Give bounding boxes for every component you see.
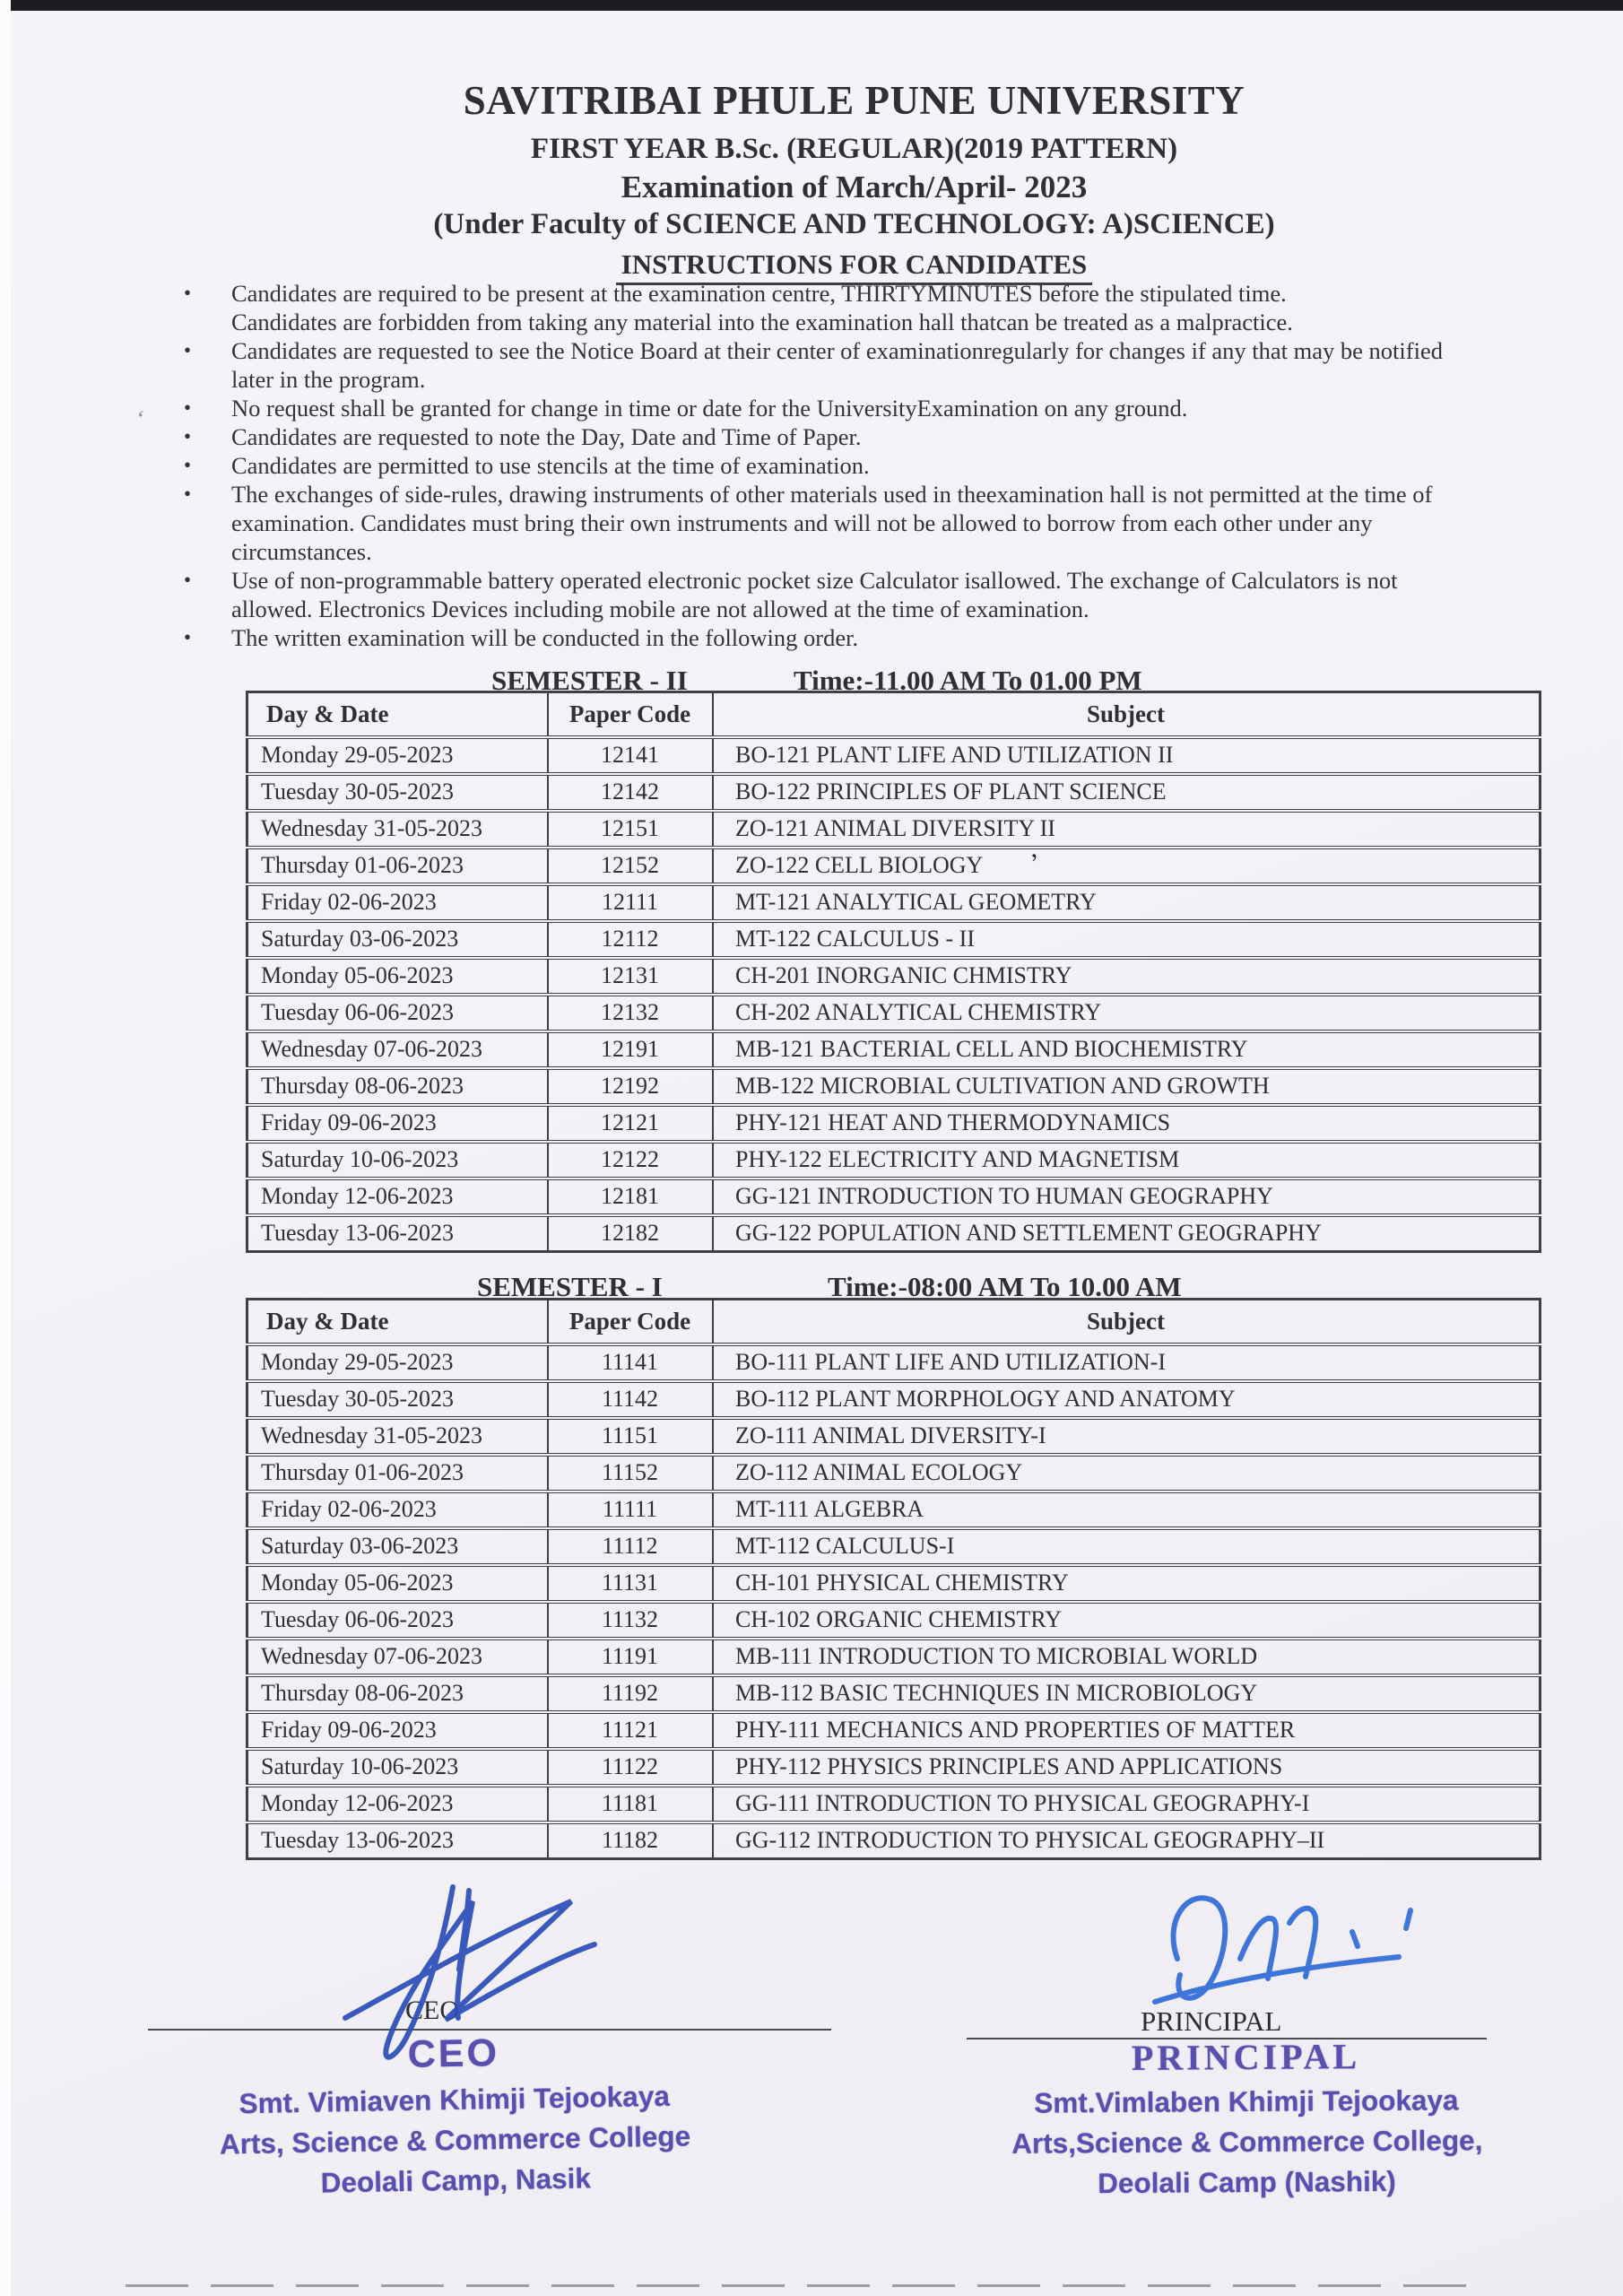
paper-code-cell: 11152 (548, 1455, 713, 1492)
table-row (247, 1215, 1541, 1252)
principal-stamp-name: Smt.Vimlaben Khimji Tejookaya (1034, 2083, 1459, 2119)
paper-code-cell: 12182 (548, 1215, 713, 1252)
margin-scan-mark: ‘ (135, 404, 146, 432)
day-date-cell: Thursday 08-06-2023 (247, 1068, 549, 1105)
semester2-time: Time:-11.00 AM To 01.00 PM (794, 665, 1142, 696)
instruction-text: The exchanges of side-rules, drawing instruments of other materials used in theexamination hall is not permitted at the time of examination. Candidates must bring their own instruments and will not be allowed to borrow from each other under any circumstances. (231, 481, 1433, 565)
paper-code-cell: 11111 (548, 1492, 713, 1528)
subject-cell: MT-111 ALGEBRA (713, 1492, 1541, 1528)
ceo-signature-ink (318, 1882, 623, 2070)
table-row (247, 1602, 1541, 1639)
table-row (247, 1822, 1541, 1859)
day-date-cell: Monday 05-06-2023 (247, 958, 549, 995)
paper-code-cell: 11121 (548, 1712, 713, 1749)
day-date-cell: Saturday 10-06-2023 (247, 1142, 549, 1178)
table-row (247, 921, 1541, 958)
day-date-cell: Tuesday 13-06-2023 (247, 1822, 549, 1859)
bullet-marker: • (184, 483, 192, 505)
instruction-item (184, 623, 1475, 652)
paper-code-cell: 11182 (548, 1822, 713, 1859)
instruction-text: Candidates are permitted to use stencils at the time of examination. (231, 452, 870, 479)
day-date-cell: Monday 12-06-2023 (247, 1786, 549, 1822)
paper-code-cell: 12132 (548, 995, 713, 1031)
semester2-title: SEMESTER - II (491, 665, 688, 696)
subject-cell: BO-111 PLANT LIFE AND UTILIZATION-I (713, 1344, 1541, 1381)
paper-code-cell: 11191 (548, 1639, 713, 1675)
subject-cell: GG-122 POPULATION AND SETTLEMENT GEOGRAPHY (713, 1215, 1541, 1252)
faculty-title: (Under Faculty of SCIENCE AND TECHNOLOGY: A)SCIENCE) (433, 208, 1275, 240)
bullet-marker: • (184, 396, 192, 419)
principal-signature-ink (1137, 1880, 1424, 2032)
day-date-cell: Friday 09-06-2023 (247, 1712, 549, 1749)
exam-session-title: Examination of March/April- 2023 (621, 170, 1088, 204)
bullet-marker: • (184, 339, 192, 361)
scan-edge-top (0, 0, 1623, 11)
semester1-table (246, 1298, 1541, 1860)
subject-cell: ZO-112 ANIMAL ECOLOGY (713, 1455, 1541, 1492)
instruction-text: The written examination will be conducted in the following order. (231, 624, 859, 651)
day-date-cell: Wednesday 07-06-2023 (247, 1639, 549, 1675)
instruction-item (184, 451, 1475, 480)
instruction-text: Candidates are forbidden from taking any material into the examination hall thatcan be treated as a malpractice. (231, 309, 1293, 335)
column-header: Paper Code (548, 692, 713, 737)
paper-code-cell: 11151 (548, 1418, 713, 1455)
scan-edge-left (0, 0, 11, 2296)
instruction-text: Candidates are requested to see the Notice Board at their center of examinationregularly for changes if any that may be notified later in the program. (231, 337, 1443, 393)
bullet-marker (184, 308, 231, 336)
instruction-text: Candidates are required to be present at the examination centre, THIRTYMINUTES before the stipulated time. (231, 280, 1287, 307)
table-row (247, 1455, 1541, 1492)
subject-cell: ZO-121 ANIMAL DIVERSITY II (713, 811, 1541, 848)
table-row (247, 1786, 1541, 1822)
header-row (247, 1300, 1541, 1344)
subject-cell: CH-102 ORGANIC CHEMISTRY (713, 1602, 1541, 1639)
subject-cell: MT-122 CALCULUS - II (713, 921, 1541, 958)
paper-code-cell: 12111 (548, 884, 713, 921)
paper-code-cell: 11132 (548, 1602, 713, 1639)
instruction-item (184, 566, 1475, 623)
day-date-cell: Wednesday 31-05-2023 (247, 811, 549, 848)
column-header: Day & Date (247, 692, 549, 737)
instructions-heading (85, 248, 1623, 281)
paper-code-cell: 12112 (548, 921, 713, 958)
stray-pen-mark: ’ (1028, 848, 1044, 879)
paper-code-cell: 11192 (548, 1675, 713, 1712)
principal-stamp (1011, 2034, 1481, 2201)
subject-cell: GG-121 INTRODUCTION TO HUMAN GEOGRAPHY (713, 1178, 1541, 1215)
ceo-stamp-name: Smt. Vimiaven Khimji Tejookaya (239, 2079, 671, 2120)
table-row (247, 1381, 1541, 1418)
table-row (247, 1178, 1541, 1215)
paper-code-cell: 12191 (548, 1031, 713, 1068)
subject-cell: PHY-121 HEAT AND THERMODYNAMICS (713, 1105, 1541, 1142)
table-row (247, 1492, 1541, 1528)
subject-cell: MT-121 ANALYTICAL GEOMETRY (713, 884, 1541, 921)
day-date-cell: Friday 02-06-2023 (247, 884, 549, 921)
instruction-text: Use of non-programmable battery operated electronic pocket size Calculator isallowed. The exchange of Calculators is not allowed. Electronics Devices including mobile are not allowed at the time of examination. (231, 567, 1398, 622)
university-title: SAVITRIBAI PHULE PUNE UNIVERSITY (463, 78, 1245, 123)
principal-stamp-college: Arts,Science & Commerce College, (1011, 2124, 1483, 2160)
table-row (247, 1675, 1541, 1712)
paper-code-cell: 11131 (548, 1565, 713, 1602)
column-header: Day & Date (247, 1300, 549, 1344)
ceo-stamp-place: Deolali Camp, Nasik (320, 2161, 592, 2199)
ceo-stamp-college: Arts, Science & Commerce College (219, 2119, 691, 2161)
instructions-list (184, 279, 1475, 652)
day-date-cell: Thursday 01-06-2023 (247, 1455, 549, 1492)
day-date-cell: Monday 05-06-2023 (247, 1565, 549, 1602)
table-row (247, 1105, 1541, 1142)
day-date-cell: Saturday 10-06-2023 (247, 1749, 549, 1786)
day-date-cell: Wednesday 07-06-2023 (247, 1031, 549, 1068)
paper-code-cell: 12122 (548, 1142, 713, 1178)
subject-cell: PHY-112 PHYSICS PRINCIPLES AND APPLICATIONS (713, 1749, 1541, 1786)
day-date-cell: Monday 12-06-2023 (247, 1178, 549, 1215)
subject-cell: GG-111 INTRODUCTION TO PHYSICAL GEOGRAPHY-I (713, 1786, 1541, 1822)
subject-cell: BO-121 PLANT LIFE AND UTILIZATION II (713, 737, 1541, 774)
principal-stamp-place: Deolali Camp (Nashik) (1098, 2164, 1396, 2200)
paper-code-cell: 12121 (548, 1105, 713, 1142)
table-row (247, 1639, 1541, 1675)
table-row (247, 884, 1541, 921)
ceo-typed-label: CEO (405, 1996, 459, 2025)
paper-code-cell: 12141 (548, 737, 713, 774)
day-date-cell: Tuesday 06-06-2023 (247, 1602, 549, 1639)
ceo-stamp-title: CEO (407, 2031, 500, 2076)
semester1-table-wrap (246, 1298, 1512, 1860)
subject-cell: CH-201 INORGANIC CHMISTRY (713, 958, 1541, 995)
table-row (247, 1528, 1541, 1565)
paper-code-cell: 12142 (548, 774, 713, 811)
table-row (247, 1031, 1541, 1068)
subject-cell: MB-112 BASIC TECHNIQUES IN MICROBIOLOGY (713, 1675, 1541, 1712)
table-row (247, 995, 1541, 1031)
table-row (247, 1344, 1541, 1381)
instruction-item (184, 279, 1475, 308)
subject-cell: MT-112 CALCULUS-I (713, 1528, 1541, 1565)
day-date-cell: Thursday 01-06-2023 (247, 848, 549, 884)
day-date-cell: Thursday 08-06-2023 (247, 1675, 549, 1712)
semester1-time: Time:-08:00 AM To 10.00 AM (828, 1271, 1182, 1302)
principal-stamp-title: PRINCIPAL (1131, 2036, 1361, 2078)
paper-code-cell: 12151 (548, 811, 713, 848)
day-date-cell: Friday 02-06-2023 (247, 1492, 549, 1528)
subject-cell: PHY-122 ELECTRICITY AND MAGNETISM (713, 1142, 1541, 1178)
day-date-cell: Tuesday 30-05-2023 (247, 774, 549, 811)
semester2-table (246, 691, 1541, 1253)
paper-code-cell: 11142 (548, 1381, 713, 1418)
paper-code-cell: 11112 (548, 1528, 713, 1565)
instruction-item (184, 336, 1475, 394)
paper-code-cell: 11122 (548, 1749, 713, 1786)
principal-typed-label: PRINCIPAL (1141, 2005, 1282, 2037)
paper-code-cell: 12192 (548, 1068, 713, 1105)
instructions-heading-text: INSTRUCTIONS FOR CANDIDATES (616, 248, 1093, 285)
program-title: FIRST YEAR B.Sc. (REGULAR)(2019 PATTERN) (530, 133, 1178, 165)
day-date-cell: Monday 29-05-2023 (247, 1344, 549, 1381)
table-row (247, 1142, 1541, 1178)
subject-cell: ZO-122 CELL BIOLOGY (713, 848, 1541, 884)
day-date-cell: Tuesday 06-06-2023 (247, 995, 549, 1031)
paper-code-cell: 11141 (548, 1344, 713, 1381)
column-header: Subject (713, 1300, 1541, 1344)
bullet-marker: • (184, 425, 192, 448)
subject-cell: GG-112 INTRODUCTION TO PHYSICAL GEOGRAPHY–II (713, 1822, 1541, 1859)
table-row (247, 1712, 1541, 1749)
bullet-marker: • (184, 626, 192, 648)
table-row (247, 1418, 1541, 1455)
paper-code-cell: 11181 (548, 1786, 713, 1822)
subject-cell: CH-101 PHYSICAL CHEMISTRY (713, 1565, 1541, 1602)
header-row (247, 692, 1541, 737)
table-row (247, 737, 1541, 774)
day-date-cell: Saturday 03-06-2023 (247, 921, 549, 958)
day-date-cell: Saturday 03-06-2023 (247, 1528, 549, 1565)
semester1-title: SEMESTER - I (477, 1271, 663, 1302)
day-date-cell: Wednesday 31-05-2023 (247, 1418, 549, 1455)
subject-cell: MB-111 INTRODUCTION TO MICROBIAL WORLD (713, 1639, 1541, 1675)
subject-cell: BO-112 PLANT MORPHOLOGY AND ANATOMY (713, 1381, 1541, 1418)
table-row (247, 848, 1541, 884)
subject-cell: MB-121 BACTERIAL CELL AND BIOCHEMISTRY (713, 1031, 1541, 1068)
paper-code-cell: 12152 (548, 848, 713, 884)
bullet-marker: • (184, 569, 192, 591)
instruction-text: Candidates are requested to note the Day, Date and Time of Paper. (231, 423, 862, 450)
subject-cell: CH-202 ANALYTICAL CHEMISTRY (713, 995, 1541, 1031)
day-date-cell: Tuesday 13-06-2023 (247, 1215, 549, 1252)
instruction-item (184, 308, 1475, 336)
instruction-text: No request shall be granted for change in time or date for the UniversityExamination on any ground. (231, 395, 1188, 422)
table-row (247, 774, 1541, 811)
bullet-marker: • (184, 282, 192, 304)
table-row (247, 1565, 1541, 1602)
subject-cell: MB-122 MICROBIAL CULTIVATION AND GROWTH (713, 1068, 1541, 1105)
subject-cell: BO-122 PRINCIPLES OF PLANT SCIENCE (713, 774, 1541, 811)
table-row (247, 958, 1541, 995)
table-row (247, 1749, 1541, 1786)
semester2-table-wrap (246, 691, 1512, 1253)
day-date-cell: Monday 29-05-2023 (247, 737, 549, 774)
subject-cell: ZO-111 ANIMAL DIVERSITY-I (713, 1418, 1541, 1455)
scan-edge-bottom (126, 2284, 1488, 2287)
paper-code-cell: 12181 (548, 1178, 713, 1215)
paper-code-cell: 12131 (548, 958, 713, 995)
day-date-cell: Tuesday 30-05-2023 (247, 1381, 549, 1418)
table-row (247, 1068, 1541, 1105)
column-header: Paper Code (548, 1300, 713, 1344)
instruction-item (184, 422, 1475, 451)
column-header: Subject (713, 692, 1541, 737)
bullet-marker: • (184, 454, 192, 476)
table-row (247, 811, 1541, 848)
day-date-cell: Friday 09-06-2023 (247, 1105, 549, 1142)
subject-cell: PHY-111 MECHANICS AND PROPERTIES OF MATTER (713, 1712, 1541, 1749)
instruction-item (184, 394, 1475, 422)
instruction-item (184, 480, 1475, 566)
